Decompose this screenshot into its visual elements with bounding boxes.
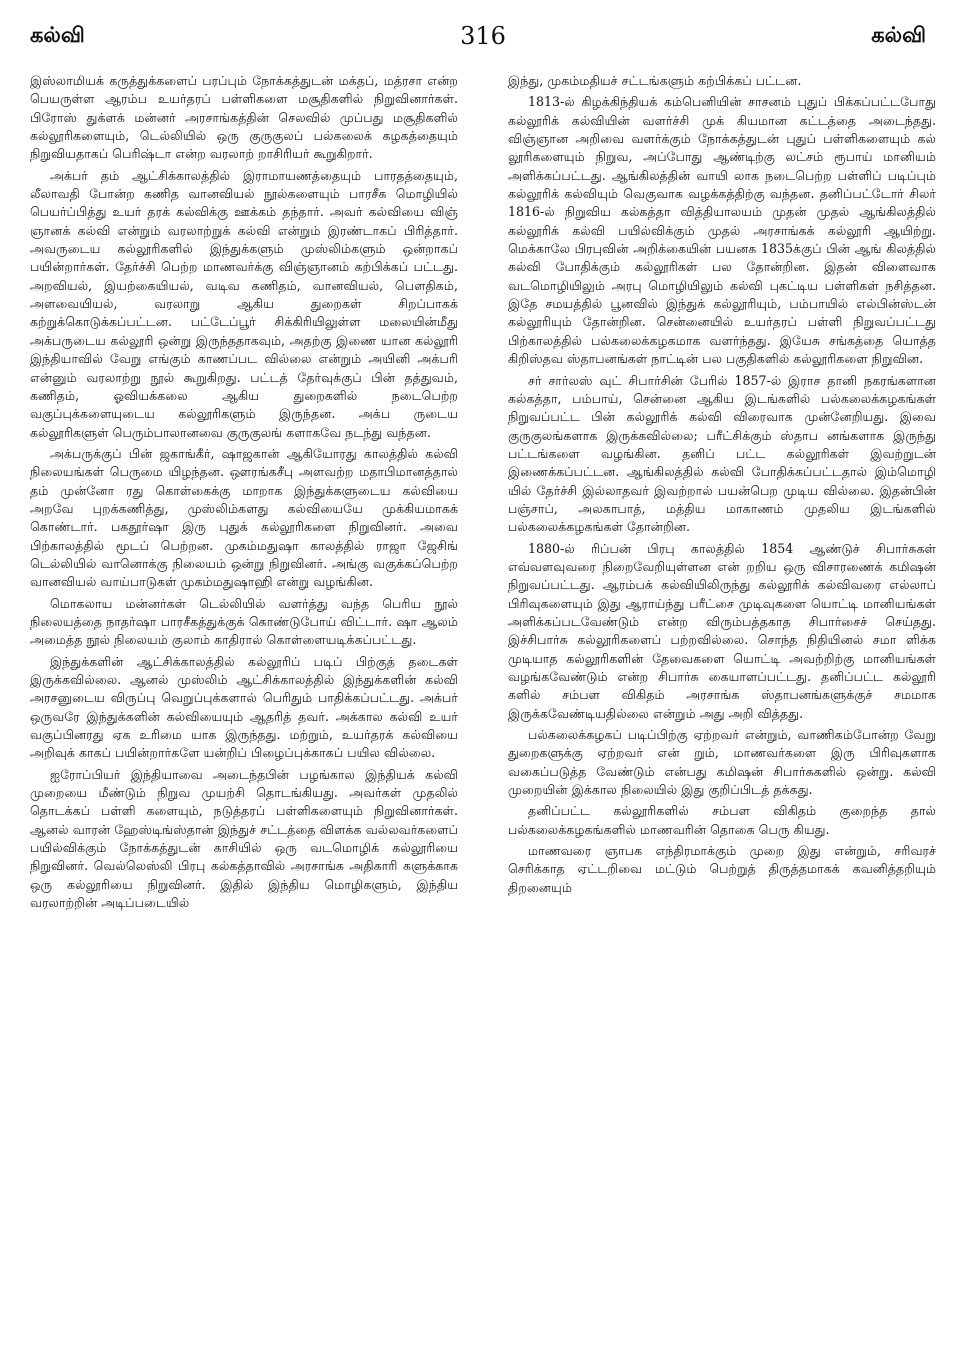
paragraph: அக்பருக்குப் பின் ஜகாங்கீர், ஷாஜகான் ஆகியோரது காலத்தில் கல்வி நிலையங்கள் பெருமை யிழந்தன. ஔரங்கசீபு அளவற்ற மதாபிமானத்தால் தம் முன்னோ ரது கொள்கைக்கு மாறாக இந்துக்களுடைய கல்வியை அறவே புறக்கணித்து, முஸ்லிம்களது கல்வியையே முக்கியமாகக் கொண்டார். பகதூர்ஷா இரு புதுக் கல்லூரிகளை நிறுவினர். அவை பிற்காலத்தில் மூடப் பெற்றன. முகம்மதுஷா காலத்தில் ராஜா ஜேசிங் டெல்லியில் வானொக்கு நிலையம் ஒன்று நிறுவினர். அங்கு வகுக்கப்பெற்ற வானவியல் வாய்பாடுகள் முகம்மதுஷாஹி என்று வழங்கின. xyxy=(30,445,458,590)
paragraph: பல்கலைக்கழகப் படிப்பிற்கு ஏற்றவர் என்றும், வாணிகம்போன்ற வேறு துறைகளுக்கு ஏற்றவர் என் றும், மாணவர்களை இரு பிரிவுகளாக வகைப்படுத்த வேண்டும் என்பது கமிஷன் சிபார்சுகளில் ஒன்று. கல்வி முறையின் இக்கால நிலையில் இது குறிப்பிடத் தக்கது. xyxy=(508,727,936,798)
paragraph: இஸ்லாமியக் கருத்துக்களைப் பரப்பும் நோக்கத்துடன் மக்தப், மத்ரசா என்ற பெயருள்ள ஆரம்ப உயர்தரப் பள்ளிகளை மசூதிகளில் நிறுவினார்கள். பிரோஸ் துக்ளக் மன்னர் அரசாங்கத்தின் செலவில் முப்பது மசூதிகளில் கல்லூரிகளையும், டெல்லியில் ஒரு குருகுலப் பல்கலைக் கழகத்தையும் நிறுவியதாகப் பெரிஷ்டா என்ற வரலாற் றாசிரியர் கூறுகிறார். xyxy=(30,73,458,162)
right-column xyxy=(508,72,936,1352)
paragraph: அக்பர் தம் ஆட்சிக்காலத்தில் இராமாயணத்தையும் பாரதத்தையும், லீலாவதி போன்ற கணித வானவியல் நூல்களையும் பாரசீக மொழியில் பெயர்ப்பித்து உயர் தரக் கல்விக்கு ஊக்கம் தந்தார். அவர் கல்வியை விஞ் ஞானக் கல்வி என்றும் வரலாற்றுக் கல்வி என்றும் இரண்டாகப் பிரித்தார். அவருடைய கல்லூரிகளில் இந்துக்களும் முஸ்லிம்களும் ஒன்றாகப் பயின்றார்கள். தேர்ச்சி பெற்ற மாணவர்க்கு விஞ்ஞானம் கற்பிக்கப் பட்டது. அறவியல், இயற்கையியல், வடிவ கணிதம், வானவியல், பௌதிகம், அளவையியல், வரலாறு ஆகிய துறைகள் சிறப்பாகக் கற்றுக்கொடுக்கப்பட்டன. பட்டேப்பூர் சிக்கிரியிலுள்ள மலையின்மீது அக்பருடைய கல்லூரி ஒன்று இருந்ததாகவும், அதற்கு இணை யான கல்லூரி இந்தியாவில் வேறு எங்கும் காணப்பட வில்லை என்றும் அயினி அக்பரி என்னும் வரலாற்று நூல் கூறுகிறது. பட்டத் தேர்வுக்குப் பின் தத்துவம், கணிதம், ஓவியக்கலை ஆகிய துறைகளில் நடைபெற்ற வகுப்புக்களையுடைய கல்லூரிகளும் இருந்தன. அக்ப ருடைய கல்லூரிகளுள் பெரும்பாலானவை குருகுலங் களாகவே நடந்து வந்தன. xyxy=(30,167,458,440)
paragraph: மொகலாய மன்னர்கள் டெல்லியில் வளர்த்து வந்த பெரிய நூல் நிலையத்தை நாதர்ஷா பாரசீகத்துக்குக் கொண்டுபோய் விட்டார். ஷா ஆலம் அமைத்த நூல் நிலையம் குலாம் காதிரால் கொள்ளையடிக்கப்பட்டது. xyxy=(30,595,458,648)
paragraph: இந்துக்களின் ஆட்சிக்காலத்தில் கல்லூரிப் படிப் பிற்குத் தடைகள் இருக்கவில்லை. ஆனல் முஸ்லிம் ஆட்சிக்காலத்தில் இந்துக்களின் கல்வி அரசனுடைய விருப்பு வெறுப்புக்களால் பெரிதும் பாதிக்கப்பட்டது. அக்பர் ஒருவரே இந்துக்களின் கல்வியையும் ஆதரித் தவர். அக்கால கல்வி உயர் வகுப்பினரது ஏக உரிமை யாக இருந்தது. மற்றும், உயர்தரக் கல்வியை அறிவுக் காகப் பயின்றார்களே யன்றிப் பிழைப்புக்காகப் பயில வில்லை. xyxy=(30,653,458,761)
paragraph: 1880-ல் ரிப்பன் பிரபு காலத்தில் 1854 ஆண்டுச் சிபார்சுகள் எவ்வளவுவரை நிறைவேறியுள்ளன என் றறிய ஒரு விசாரணைக் கமிஷன் நிறுவப்பட்டது. ஆரம்பக் கல்வியிலிருந்து கல்லூரிக் கல்விவரை எல்லாப் பிரிவுகளையும் இது ஆராய்ந்து பரீட்சை முடிவுகளை யொட்டி மானியங்கள் அளிக்கப்படவேண்டும் என்ற விரும்பத்தகாத சிபார்சைச் செய்தது. இச்சிபார்சு கல்லூரிகளைப் பற்றவில்லை. சொந்த நிதியினல் சமா ளிக்க முடியாத கல்லூரிகளின் தேவைகளை யொட்டி அவற்றிற்கு மானியங்கள் வழங்கவேண்டும் என்ற சிபார்சு கையாளப்பட்டது. தனிப்பட்ட கல்லூரி களில் சம்பள விகிதம் அரசாங்க ஸ்தாபனங்களுக்குச் சமமாக இருக்கவேண்டியதில்லை என்றும் அது அறி வித்தது. xyxy=(508,540,936,721)
paragraph: இந்து, முகம்மதியச் சட்டங்களும் கற்பிக்கப் பட்டன. xyxy=(508,73,802,88)
page-number: 316 xyxy=(460,22,506,50)
running-header-right: கல்வி xyxy=(871,22,926,47)
running-header-left: கல்வி xyxy=(30,22,85,47)
paragraph: சர் சார்லஸ் வுட் சிபார்சின் பேரில் 1857-ல் இராச தானி நகரங்களான கல்கத்தா, பம்பாய், சென்னை ஆகிய இடங்களில் பல்கலைக்கழகங்கள் நிறுவப்பட்ட பின் கல்லூரிக் கல்வி விரைவாக முன்னேறியது. இவை குருகுலங்களாக இருக்கவில்லை; பரீட்சிக்கும் ஸ்தாப னங்களாக இருந்து பட்டங்களை வழங்கின. தனிப் பட்ட கல்லூரிகள் இவற்றுடன் இணைக்கப்பட்டன. ஆங்கிலத்தில் கல்வி போதிக்கப்பட்டதால் இம்மொழி யில் தேர்ச்சி இல்லாதவர் இவற்றால் பயன்பெற முடிய வில்லை. இதன்பின் பஞ்சாப், அலகாபாத், மத்திய மாகாணம் முதலிய இடங்களில் பல்கலைக்கழகங்கள் தோன்றின. xyxy=(508,372,936,535)
left-column xyxy=(30,72,458,1352)
paragraph: 1813-ல் கிழக்கிந்தியக் கம்பெனியின் சாசனம் புதுப் பிக்கப்பட்டபோது கல்லூரிக் கல்வியின் வளர்ச்சி முக் கியமான கட்டத்தை அடைந்தது. விஞ்ஞான அறிவை வளர்க்கும் நோக்கத்துடன் புதுப் பள்ளிகளையும் கல் லூரிகளையும் நிறுவ, அப்போது ஆண்டிற்கு லட்சம் ரூபாய் மானியம் அளிக்கப்பட்டது. ஆங்கிலத்தின் வாயி லாக நடைபெற்ற பள்ளிப் படிப்பும் கல்லூரிக் கல்வியும் வெகுவாக வழக்கத்திற்கு வந்தன. தனிப்பட்டோர் சிலர் 1816-ல் நிறுவிய கல்கத்தா வித்தியாலயம் முதன் முதல் ஆங்கிலத்தில் கல்லூரிக் கல்வி பயில்விக்கும் முதல் அரசாங்கக் கல்லூரி ஆயிற்று. மெக்காலே பிரபுவின் அறிக்கையின் பயனக 1835க்குப் பின் ஆங் கிலத்தில் கல்வி போதிக்கும் கல்லூரிகள் பல தோன்றின. இதன் விளைவாக வடமொழியிலும் அரபு மொழியிலும் கல்வி புகட்டிய பள்ளிகள் நசித்தன. இதே சமயத்தில் பூனவில் இந்துக் கல்லூரியும், பம்பாயில் எல்பின்ஸ்டன் கல்லூரியும் தோன்றின. சென்னையில் உயர்தரப் பள்ளி நிறுவப்பட்டது பிற்காலத்தில் பல்கலைக்கழகமாக வளர்ந்தது. இயேசு சங்கத்தை யொத்த கிறிஸ்தவ ஸ்தாபனங்கள் நாட்டின் பல பகுதிகளில் கல்லூரிகளை நிறுவின. xyxy=(508,94,936,367)
paragraph: ஐரோப்பியர் இந்தியாவை அடைந்தபின் பழங்கால இந்தியக் கல்வி முறையை மீண்டும் நிறுவ முயற்சி தொடங்கியது. அவர்கள் முதலில் தொடக்கப் பள்ளி களையும், நடுத்தரப் பள்ளிகளையும் நிறுவினார்கள். ஆனல் வாரன் ஹேஸ்டிங்ஸ்தான் இந்துச் சட்டத்தை விளக்க வல்லவர்களைப் பயில்விக்கும் நோக்கத்துடன் காசியில் ஒரு வடமொழிக் கல்லூரியை நிறுவினர். வெல்லெஸ்லி பிரபு கல்கத்தாவில் அரசாங்க அதிகாரி களுக்காக ஒரு கல்லூரியை நிறுவினர். இதில் இந்திய மொழிகளும், இந்திய வரலாற்றின் அடிப்படையில் xyxy=(30,766,458,911)
paragraph: தனிப்பட்ட கல்லூரிகளில் சம்பள விகிதம் குறைந்த தால் பல்கலைக்கழகங்களில் மாணவரின் தொகை பெரு கியது. xyxy=(508,803,936,837)
paragraph: மாணவரை ஞாபக எந்திரமாக்கும் முறை இது என்றும், சரிவரச் செரிக்காத ஏட்டறிவை மட்டும் பெற்றுத் திருத்தமாகக் கவனித்தறியும் திறனையும் xyxy=(508,843,936,895)
